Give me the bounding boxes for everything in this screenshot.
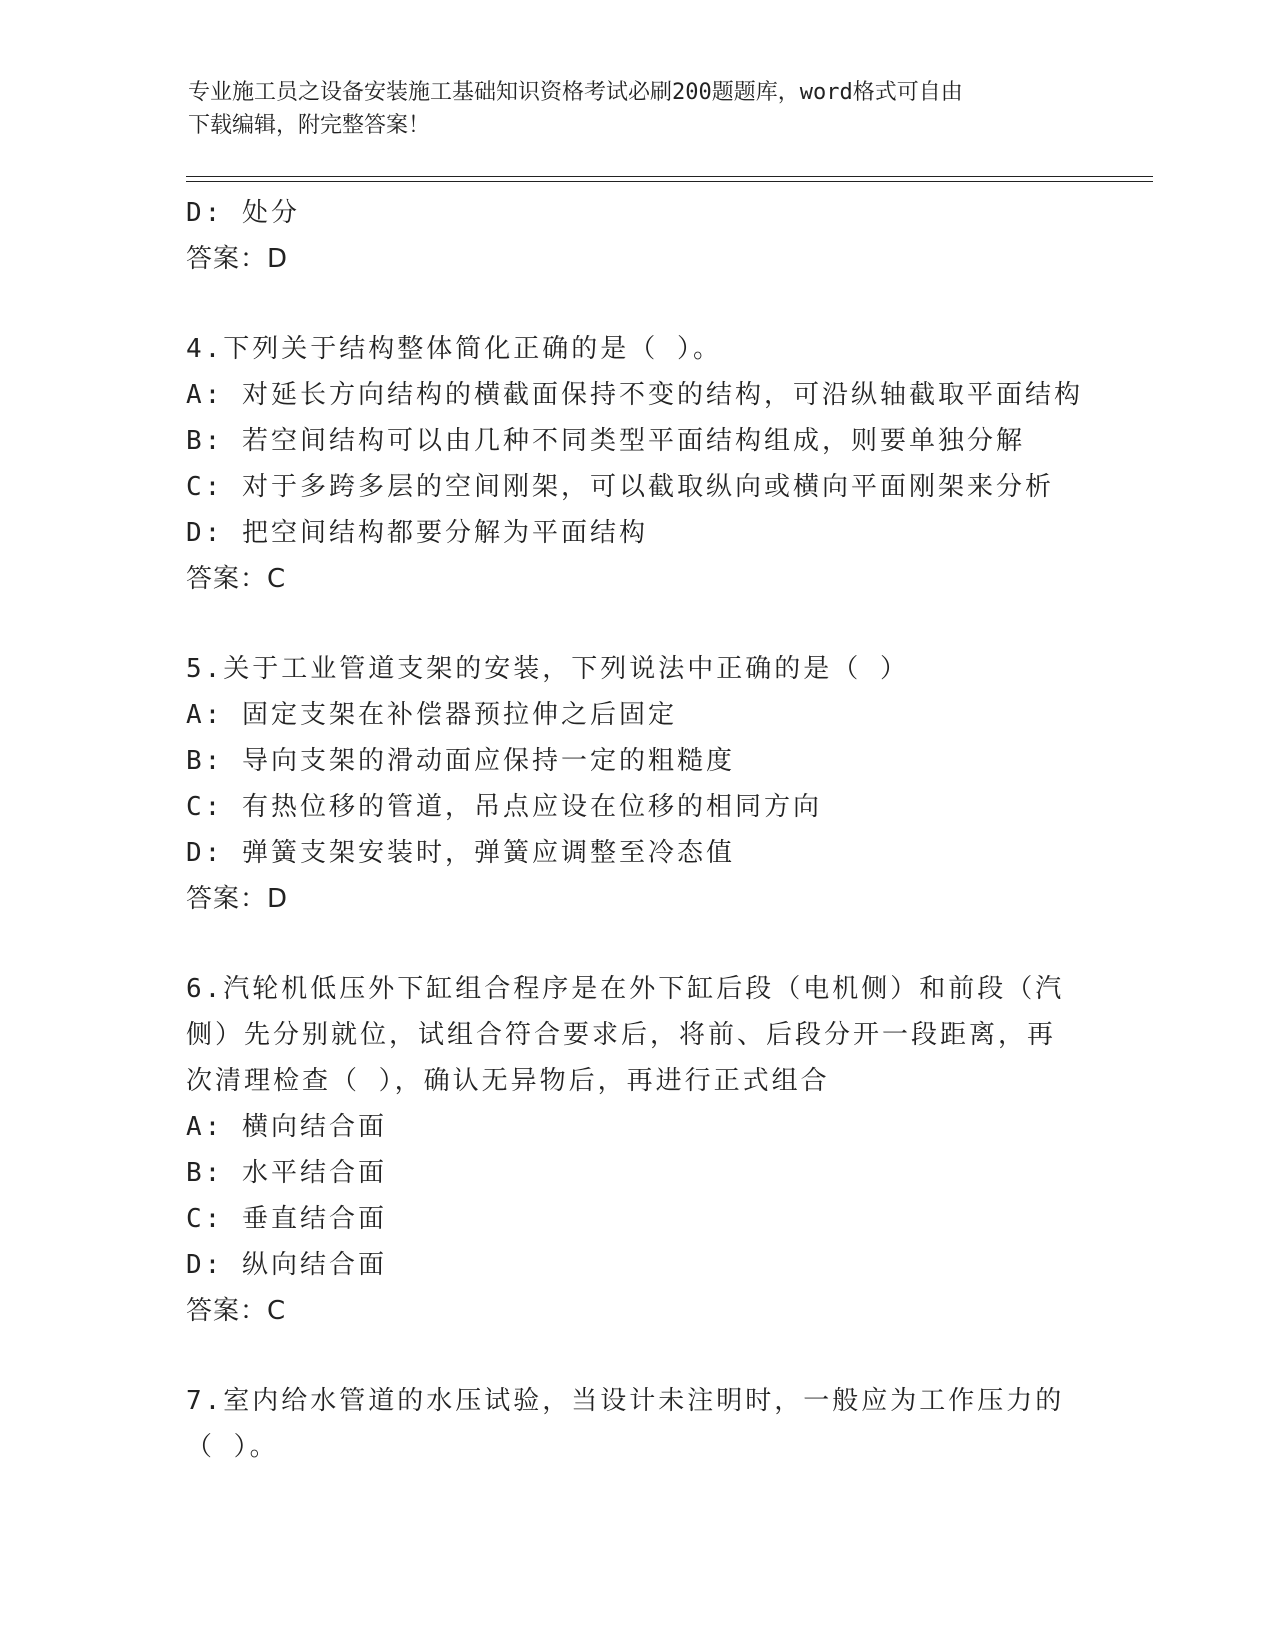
header-line-2: 下载编辑，附完整答案！ bbox=[188, 113, 431, 138]
option-d: D: 处分 bbox=[186, 198, 300, 228]
question-5 bbox=[186, 646, 1086, 922]
option-b: B: 若空间结构可以由几种不同类型平面结构组成，则要单独分解 bbox=[186, 426, 1025, 456]
question-stem: 4.下列关于结构整体简化正确的是（ ）。 bbox=[186, 334, 722, 364]
option-a: A: 固定支架在补偿器预拉伸之后固定 bbox=[186, 700, 677, 730]
option-c: C: 对于多跨多层的空间刚架，可以截取纵向或横向平面刚架来分析 bbox=[186, 472, 1054, 502]
header-divider-bottom bbox=[186, 181, 1153, 182]
option-b: B: 水平结合面 bbox=[186, 1158, 387, 1188]
option-d: D: 弹簧支架安装时，弹簧应调整至冷态值 bbox=[186, 838, 735, 868]
option-d: D: 纵向结合面 bbox=[186, 1250, 387, 1280]
option-c: C: 有热位移的管道，吊点应设在位移的相同方向 bbox=[186, 792, 822, 822]
question-stem-line-1: 7.室内给水管道的水压试验，当设计未注明时，一般应为工作压力的 bbox=[186, 1386, 1065, 1416]
answer-line: 答案：C bbox=[186, 564, 287, 594]
option-c: C: 垂直结合面 bbox=[186, 1204, 387, 1234]
question-stem-line-1: 6.汽轮机低压外下缸组合程序是在外下缸后段（电机侧）和前段（汽 bbox=[186, 974, 1065, 1004]
question-stem-line-3: 次清理检查（ ），确认无异物后，再进行正式组合 bbox=[186, 1066, 830, 1096]
option-b: B: 导向支架的滑动面应保持一定的粗糙度 bbox=[186, 746, 735, 776]
previous-question-tail bbox=[186, 190, 1086, 282]
question-7 bbox=[186, 1378, 1086, 1470]
header-line-1: 专业施工员之设备安装施工基础知识资格考试必刷200题题库，word格式可自由 bbox=[188, 80, 963, 105]
header-divider-top bbox=[186, 176, 1153, 177]
question-stem-line-2: 侧）先分别就位，试组合符合要求后，将前、后段分开一段距离，再 bbox=[186, 1020, 1057, 1050]
option-a: A: 对延长方向结构的横截面保持不变的结构，可沿纵轴截取平面结构 bbox=[186, 380, 1083, 410]
question-4 bbox=[186, 326, 1086, 602]
question-6 bbox=[186, 966, 1086, 1334]
document-header bbox=[188, 76, 1088, 142]
option-d: D: 把空间结构都要分解为平面结构 bbox=[186, 518, 648, 548]
answer-line: 答案：C bbox=[186, 1296, 287, 1326]
answer-line: 答案：D bbox=[186, 884, 289, 914]
question-stem-line-2: （ ）。 bbox=[186, 1432, 279, 1462]
option-a: A: 横向结合面 bbox=[186, 1112, 387, 1142]
question-list bbox=[186, 190, 1086, 1470]
answer-line: 答案：D bbox=[186, 244, 289, 274]
question-stem: 5.关于工业管道支架的安装，下列说法中正确的是（ ） bbox=[186, 654, 909, 684]
